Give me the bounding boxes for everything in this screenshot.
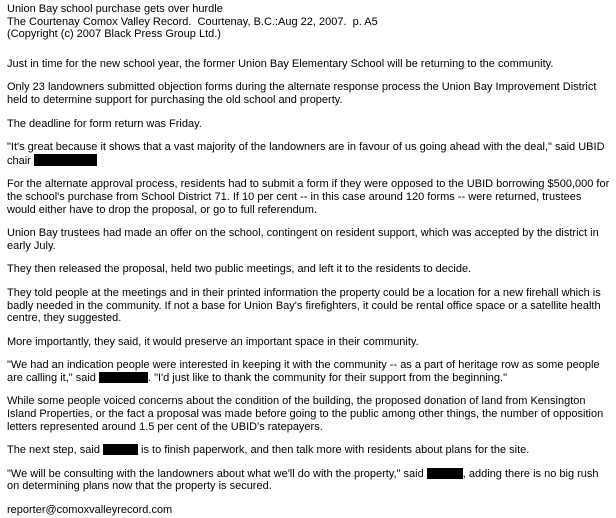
paragraph-text: is to finish paperwork, and then talk more with residents about plans for the site. [138,444,530,457]
paragraph-text: "We will be consulting with the landowners about what we'll do with the property," said [7,467,427,480]
paragraph-text: The next step, said [7,444,103,457]
article-source-line: The Courtenay Comox Valley Record. Courtenay, B.C.:Aug 22, 2007. p. A5 [7,15,378,28]
paragraph [7,81,612,106]
redaction-box [34,154,97,166]
article-copyright-line: (Copyright (c) 2007 Black Press Group Ltd.) [7,28,221,41]
redaction-box [99,372,148,383]
paragraph-text: More importantly, they said, it would preserve an important space in their community. [7,335,419,348]
article-title: Union Bay school purchase gets over hurdle [7,3,223,15]
paragraph [7,58,612,71]
paragraph-text: They told people at the meetings and in their printed information the property could be a location for a new firehall which is badly needed in the community. If not a base for Union Bay's firefighters, it could be rental office space or a satellite health centre, they suggested. [7,286,601,325]
paragraph [7,287,612,325]
paragraph-text: For the alternate approval process, residents had to submit a form if they were opposed to the UBID borrowing $500,000 for the school's purchase from School District 71. If 10 per cent -- in this case around 120 forms -- were returned, trustees would either have to drop the proposal, or go to full referendum. [7,178,610,216]
paragraph-text: They then released the proposal, held two public meetings, and left it to the residents to decide. [7,263,472,276]
paragraph [7,227,612,252]
paragraph [7,468,612,493]
paragraph-text: While some people voiced concerns about the condition of the building, the proposed donation of land from Kensington Island Properties, or the fact a proposal was made before going to the public among other things, the number of opposition letters represented around 1.5 per cent of the UBID's ratepayers. [7,395,604,433]
paragraph-text: Only 23 landowners submitted objection forms during the alternate response process the Union Bay Improvement District held to determine support for purchasing the old school and property. [7,81,597,106]
redaction-box [427,468,463,479]
paragraph-text: , adding there is no big rush on determining plans now that the property is secured. [7,467,599,493]
redaction-box [103,444,138,455]
article-body [7,58,612,493]
paragraph-text: Union Bay trustees had made an offer on the school, contingent on resident support, which was accepted by the district in early July. [7,227,599,252]
paragraph [7,118,612,131]
paragraph-text: The deadline for form return was Friday. [7,117,202,130]
article-header [7,3,612,41]
paragraph [7,444,612,457]
paragraph [7,336,612,349]
paragraph [7,141,612,167]
paragraph [7,263,612,276]
paragraph-text: . "I'd just like to thank the community for their support from the beginning." [147,371,507,384]
reporter-email: reporter@comoxvalleyrecord.com [7,504,173,517]
paragraph-text: "We had an indication people were interested in keeping it with the community -- as a part of heritage row as some people are calling it," said [7,359,600,384]
paragraph [7,359,612,384]
paragraph [7,395,612,433]
paragraph-text: Just in time for the new school year, the former Union Bay Elementary School will be returning to the community. [7,57,554,70]
paragraph-text: "It's great because it shows that a vast majority of the landowners are in favour of us going ahead with the deal," said UBID chair [7,141,605,167]
paragraph [7,178,612,216]
